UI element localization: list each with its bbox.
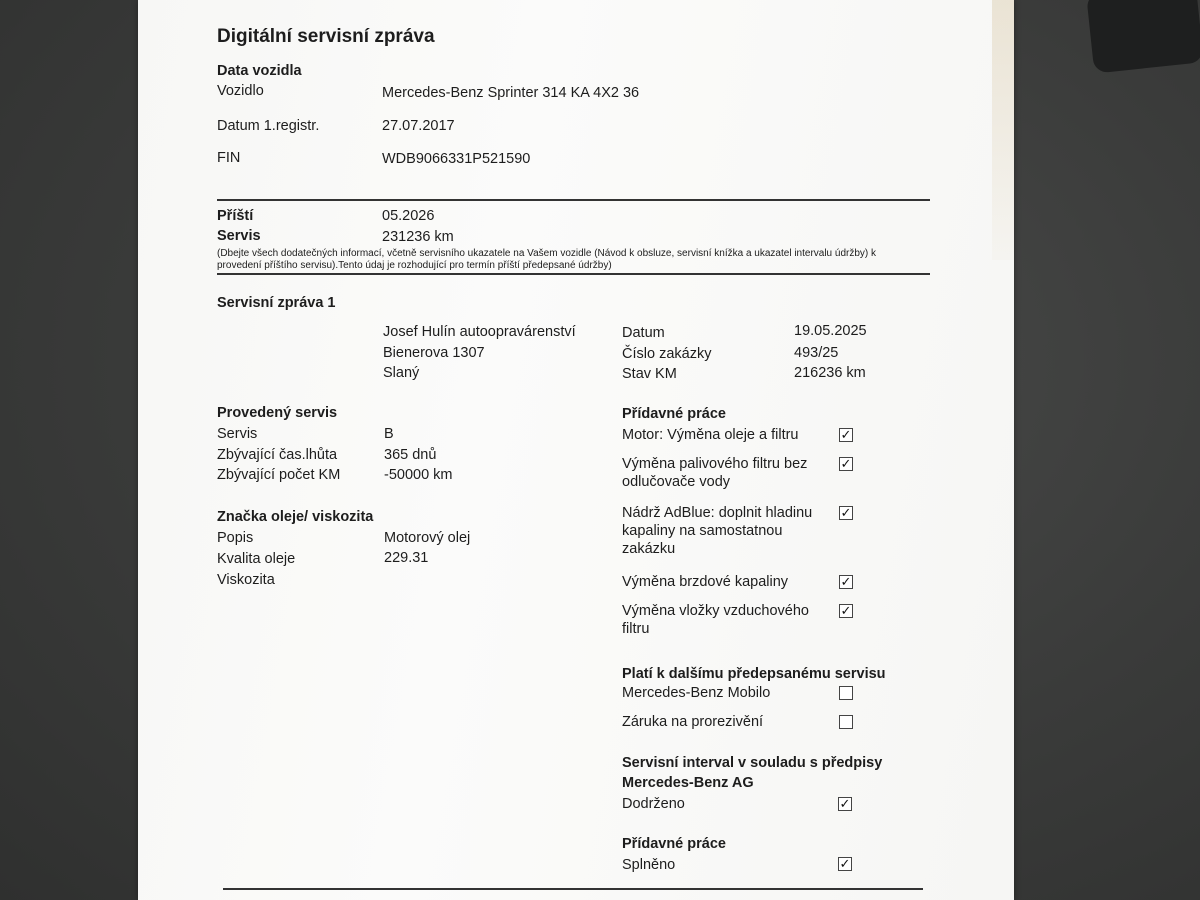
service-type-label: Servis [217,426,258,442]
extra-work-item-label: Výměna vložky vzduchového filtru [622,603,809,637]
extra-work-2-heading: Přídavné práce [622,836,726,852]
remaining-km-value: -50000 km [384,467,453,483]
report-date-label: Datum [622,325,665,341]
workshop-name: Josef Hulín autoopravárenství [383,324,576,340]
oil-description-label: Popis [217,530,254,546]
divider [217,199,930,201]
performed-service-heading: Provedený servis [217,405,338,421]
document-title: Digitální servisní zpráva [217,26,435,47]
workshop-city: Slaný [383,365,420,381]
remaining-time-label: Zbývající čas.lhůta [217,447,338,463]
checkbox[interactable]: ✓ [840,603,852,618]
oil-description-value: Motorový olej [384,530,471,546]
viscosity-label: Viskozita [217,572,275,588]
oil-quality-label: Kvalita oleje [217,551,296,567]
valid-item-label: Záruka na prorezivění [622,714,764,730]
oil-heading: Značka oleje/ viskozita [217,509,374,525]
checkbox[interactable]: ✓ [840,427,852,442]
extra-work-item-label: Výměna palivového filtru bez odlučovače vody [622,456,808,490]
mileage-label: Stav KM [622,366,677,382]
extra-work-item-label: Nádrž AdBlue: doplnit hladinu kapaliny na samostatnou zakázku [622,505,813,557]
extra-work-item-label: Motor: Výměna oleje a filtru [622,427,799,443]
interval-heading-2: Mercedes-Benz AG [622,775,754,791]
registration-date-value: 27.07.2017 [382,118,455,134]
divider [223,888,923,890]
valid-item-label: Mercedes-Benz Mobilo [622,685,771,701]
remaining-km-label: Zbývající počet KM [217,467,341,483]
checkbox[interactable] [839,686,853,700]
vehicle-label: Vozidlo [217,83,264,99]
registration-date-label: Datum 1.registr. [217,118,320,134]
vehicle-heading: Data vozidla [217,63,302,79]
order-number-label: Číslo zakázky [622,346,712,362]
fin-label: FIN [217,150,241,166]
next-service-note: (Dbejte všech dodatečných informací, včetně servisního ukazatele na Vašem vozidle (Návod k obsluze, servisní knížka a ukazatel intervalu údržby) k provedení příštího servisu).Tento údaj je rozhodující pro termín příští předepsané údržby) [217,248,877,271]
extra-work-heading: Přídavné práce [622,406,726,422]
fin-value: WDB9066331P521590 [382,151,531,167]
extra-work-item-label: Výměna brzdové kapaliny [622,574,789,590]
interval-item-label: Dodrženo [622,796,685,812]
interval-heading: Servisní interval v souladu s předpisy [622,755,883,771]
extra-work-2-item-label: Splněno [622,857,676,873]
next-service-label-2: Servis [217,228,261,244]
divider [217,273,930,275]
order-number-value: 493/25 [794,345,839,361]
background-object [1086,0,1200,74]
checkbox[interactable] [839,715,853,729]
report-date-value: 19.05.2025 [794,323,867,339]
remaining-time-value: 365 dnů [384,447,437,463]
mileage-value: 216236 km [794,365,866,381]
checkbox[interactable]: ✓ [840,456,852,471]
oil-quality-value: 229.31 [384,550,429,566]
valid-heading: Platí k dalšímu předepsanému servisu [622,666,886,682]
paper-stain [992,0,1014,260]
next-service-label: Příští [217,208,254,224]
checkbox[interactable]: ✓ [840,505,852,520]
next-service-date: 05.2026 [382,208,435,224]
vehicle-value: Mercedes-Benz Sprinter 314 KA 4X2 36 [382,85,640,101]
service-type-value: B [384,426,394,442]
workshop-street: Bienerova 1307 [383,345,485,361]
checkbox[interactable]: ✓ [839,856,851,871]
next-service-km: 231236 km [382,229,454,245]
checkbox[interactable]: ✓ [840,574,852,589]
report-heading: Servisní zpráva 1 [217,295,336,311]
checkbox[interactable]: ✓ [839,796,851,811]
